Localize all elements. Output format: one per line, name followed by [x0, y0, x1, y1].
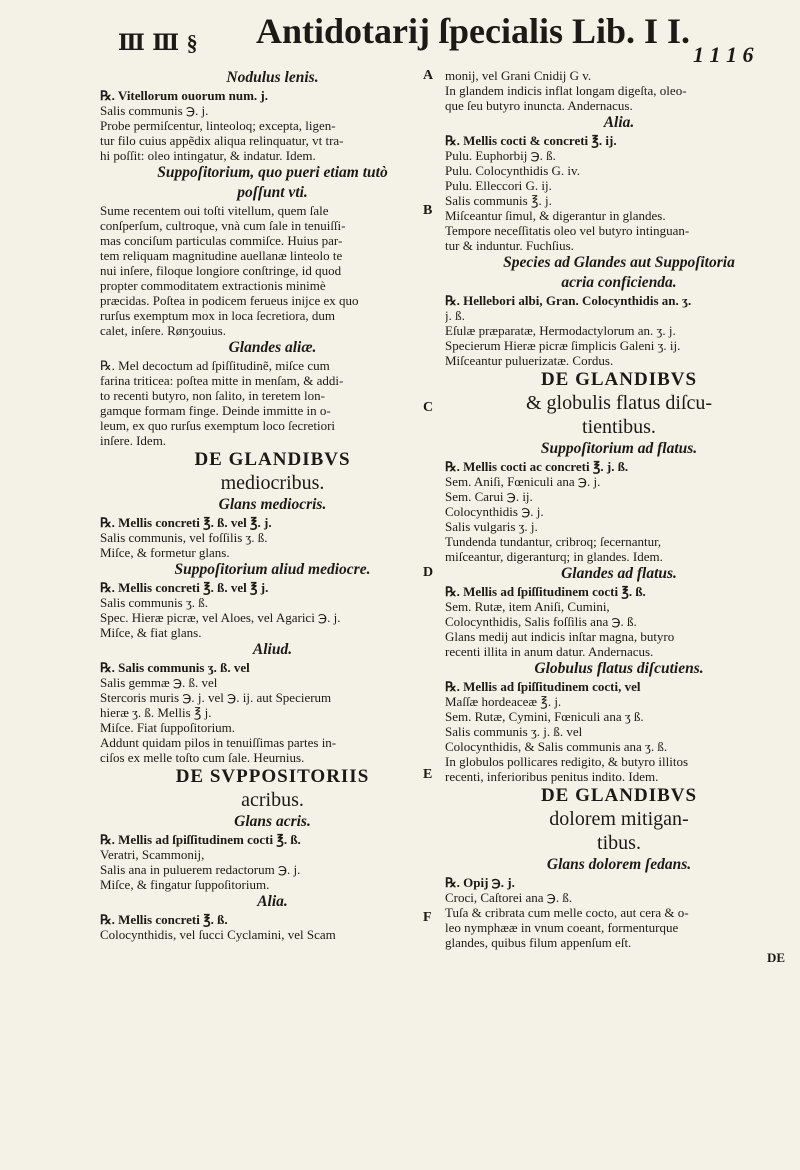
text-line: hieræ ʒ. ß. Mellis ℥ j.: [100, 705, 212, 720]
margin-letter: E: [423, 767, 433, 782]
text-line: Probe permiſcentur, linteoloq; excepta, ligen-: [100, 118, 336, 133]
text-line: Specierum Hieræ picræ ſimplicis Galeni ʒ. ij.: [445, 338, 681, 353]
section-heading-continued: tientibus.: [582, 416, 656, 438]
running-header: [0, 0, 800, 66]
section-subheading: Alia.: [603, 114, 635, 131]
text-line: Pulu. Elleccori G. ij.: [445, 178, 552, 193]
text-line: In globulos pollicares redigito, & butyro illitos: [445, 754, 689, 769]
text-line: tur & induntur. Fuchſius.: [445, 238, 574, 253]
text-line: Tundenda tundantur, cribroq; ſecernantur,: [445, 534, 662, 549]
section-subheading: Globulus flatus diſcutiens.: [534, 660, 704, 677]
section-heading-continued: mediocribus.: [220, 472, 325, 494]
text-line: Glans medij aut indicis inſtar magna, butyro: [445, 629, 675, 644]
recipe-first-line: ℞. Salis communis ʒ. ß. vel: [100, 660, 250, 675]
section-subheading: Glans mediocris.: [218, 496, 327, 513]
section-heading: DE GLANDIBVS: [540, 369, 698, 390]
text-line: In glandem indicis inflat longam digeſta, oleo-: [445, 83, 687, 98]
text-line: gamque formam finge. Deinde immitte in o-: [100, 403, 331, 418]
running-title: Antidotarij ſpecialis Lib. I I.: [256, 11, 691, 51]
section-heading: DE SVPPOSITORIIS: [175, 766, 370, 787]
page-number: 1 1 1 6: [693, 42, 754, 67]
section-subheading: Glans dolorem ſedans.: [546, 856, 692, 873]
text-line: Sume recentem oui toſti vitellum, quem ſale: [100, 203, 329, 218]
margin-letter: F: [423, 910, 432, 925]
section-heading-continued: dolorem mitigan-: [549, 808, 689, 830]
recipe-first-line: ℞. Mellis concreti ℥. ß.: [100, 912, 228, 927]
header-ornament: Ⅲ Ⅲ §: [118, 30, 199, 55]
text-line: to recenti butyro, non ſalito, in teretem lon-: [100, 388, 325, 403]
section-subheading: Glans acris.: [234, 813, 311, 830]
text-line: hi poſſit: oleo intingatur, & indatur. Idem.: [100, 148, 316, 163]
margin-letter: D: [423, 565, 434, 580]
text-line: leum, ex quo rurſus exemptum loco ſecretiori: [100, 418, 336, 433]
text-line: Salis ana in puluerem redactorum ℈. j.: [100, 862, 301, 877]
recipe-first-line: ℞. Mellis ad ſpiſſitudinem cocti, vel: [445, 679, 641, 694]
section-heading-continued: acribus.: [241, 789, 304, 811]
text-line: nui inſere, filoque longiore conſtringe, id quod: [100, 263, 342, 278]
recipe-first-line: ℞. Opij ℈. j.: [445, 875, 515, 890]
text-line: ℞. Mel decoctum ad ſpiſſitudinẽ, miſce cum: [100, 358, 330, 373]
text-line: Pulu. Colocynthidis G. iv.: [445, 163, 580, 178]
text-line: que ſeu butyro inuncta. Andernacus.: [445, 98, 633, 113]
text-line: Salis vulgaris ʒ. j.: [445, 519, 538, 534]
text-line: Colocynthidis, Salis foſſilis ana ℈. ß.: [445, 614, 637, 629]
recipe-first-line: ℞. Mellis concreti ℥. ß. vel ℥. j.: [100, 515, 272, 530]
recipe-first-line: ℞. Mellis ad ſpiſſitudinem cocti ℥. ß.: [100, 832, 301, 847]
text-line: conſperſum, cultroque, vnà cum ſale in tenuiſſi-: [100, 218, 346, 233]
recipe-first-line: ℞. Hellebori albi, Gran. Colocynthidis an. ʒ.: [445, 293, 692, 308]
text-line: Addunt quidam pilos in tenuiſſimas partes in-: [100, 735, 337, 750]
recipe-first-line: ℞. Vitellorum ouorum num. j.: [100, 88, 269, 103]
text-line: Croci, Caſtorei ana ℈. ß.: [445, 890, 573, 905]
text-line: Miſceantur ſimul, & digerantur in glandes.: [445, 208, 666, 223]
section-subheading: Suppoſitorium, quo pueri etiam tutò: [157, 164, 388, 181]
right-column: [445, 68, 793, 965]
text-line: Salis communis ℥. j.: [445, 193, 552, 208]
section-subheading: Glandes aliæ.: [228, 339, 317, 356]
text-line: mas conciſum particulas commiſce. Huius par-: [100, 233, 343, 248]
margin-letter: B: [423, 203, 433, 218]
text-line: farina triticea: poſtea mitte in menſam, & addi-: [100, 373, 344, 388]
text-line: Sem. Aniſi, Fœniculi ana ℈. j.: [445, 474, 601, 489]
text-line: Veratri, Scammonij,: [100, 847, 205, 862]
text-line: Miſceantur puluerizatæ. Cordus.: [445, 353, 614, 368]
recipe-first-line: ℞. Mellis cocti ac concreti ℥. j. ß.: [445, 459, 629, 474]
text-line: leo nymphææ in vnum coeant, formenturque: [445, 920, 679, 935]
text-line: Colocynthidis, & Salis communis ana ʒ. ß.: [445, 739, 668, 754]
section-subheading: Species ad Glandes aut Suppoſitoria: [503, 254, 735, 271]
text-line: Miſce. Fiat ſuppoſitorium.: [100, 720, 236, 735]
section-subheading: Alia.: [257, 893, 288, 910]
text-line: Salis communis ʒ. j. ß. vel: [445, 724, 583, 739]
section-subheading: Suppoſitorium aliud mediocre.: [174, 561, 371, 578]
text-line: Miſce, & formetur glans.: [100, 545, 230, 560]
text-line: Sem. Rutæ, Cymini, Fœniculi ana ʒ ß.: [445, 709, 644, 724]
section-subheading: Aliud.: [252, 641, 293, 658]
recipe-first-line: ℞. Mellis cocti & concreti ℥. ij.: [445, 133, 617, 148]
text-line: Tempore neceſſitatis oleo vel butyro intinguan-: [445, 223, 690, 238]
section-heading-continued: & globulis flatus diſcu-: [525, 392, 713, 414]
text-line: Sem. Rutæ, item Aniſi, Cumini,: [445, 599, 610, 614]
text-line: recenti illita in anum datur. Andernacus.: [445, 644, 654, 659]
text-line: Salis gemmæ ℈. ß. vel: [100, 675, 218, 690]
margin-letter: C: [423, 400, 434, 415]
text-line: Salis communis ℈. j.: [100, 103, 209, 118]
text-line: Stercoris muris ℈. j. vel ℈. ij. aut Specierum: [100, 690, 332, 705]
text-line: tur filo cuius appẽdix aliqua relinquatur, vt tra-: [100, 133, 344, 148]
text-line: Maſſæ hordeaceæ ℥. j.: [445, 694, 562, 709]
section-subheading: acria conficienda.: [561, 274, 677, 291]
text-line: Sem. Carui ℈. ij.: [445, 489, 533, 504]
text-line: Tuſa & cribrata cum melle cocto, aut cera & o-: [445, 905, 689, 920]
text-line: Pulu. Euphorbij ℈. ß.: [445, 148, 556, 163]
text-line: præcidas. Poſtea in podicem ferueus inijce ex quo: [100, 293, 359, 308]
left-column: [100, 68, 445, 942]
text-line: monij, vel Grani Cnidij G v.: [445, 68, 592, 83]
section-subheading: Suppoſitorium ad flatus.: [540, 440, 698, 457]
text-line: ciſos ex melle toſto cum ſale. Heurnius.: [100, 750, 305, 765]
text-line: rurſus exemptum mox in loca ſecretiora, dum: [100, 308, 336, 323]
text-line: Colocynthidis ℈. j.: [445, 504, 544, 519]
recipe-first-line: ℞. Mellis ad ſpiſſitudinem cocti ℥. ß.: [445, 584, 646, 599]
text-line: Salis communis, vel foſſilis ʒ. ß.: [100, 530, 268, 545]
section-subheading: poſſunt vti.: [237, 184, 308, 201]
section-heading-continued: tibus.: [597, 832, 641, 854]
catchword: DE: [766, 950, 785, 965]
text-line: Spec. Hieræ picræ, vel Aloes, vel Agarici ℈. j.: [100, 610, 341, 625]
text-line: Colocynthidis, vel ſucci Cyclamini, vel Scam: [100, 927, 336, 942]
text-line: Miſce, & fiat glans.: [100, 625, 202, 640]
text-line: inſere. Idem.: [100, 433, 167, 448]
text-line: Salis communis ʒ. ß.: [100, 595, 208, 610]
text-line: recenti, inferioribus penitus indito. Idem.: [445, 769, 659, 784]
margin-letter: A: [423, 68, 434, 83]
text-line: Miſce, & fingatur ſuppoſitorium.: [100, 877, 270, 892]
section-heading: DE GLANDIBVS: [540, 785, 698, 806]
section-heading: DE GLANDIBVS: [194, 449, 351, 470]
text-line: tem reliquam magnitudine auellanæ linteolo te: [100, 248, 343, 263]
text-line: j. ß.: [445, 308, 465, 323]
text-line: Eſulæ præparatæ, Hermodactylorum an. ʒ. j.: [445, 323, 676, 338]
text-line: calet, inſere. Rønʒouius.: [100, 323, 226, 338]
recipe-first-line: ℞. Mellis concreti ℥. ß. vel ℥ j.: [100, 580, 269, 595]
text-line: glandes, quibus filum appenſum eſt.: [445, 935, 632, 950]
text-line: miſceantur, digeranturq; in glandes. Idem.: [445, 549, 663, 564]
text-line: propter commoditatem extractionis minimè: [100, 278, 326, 293]
section-subheading: Glandes ad flatus.: [561, 565, 677, 582]
section-subheading: Nodulus lenis.: [226, 69, 319, 86]
